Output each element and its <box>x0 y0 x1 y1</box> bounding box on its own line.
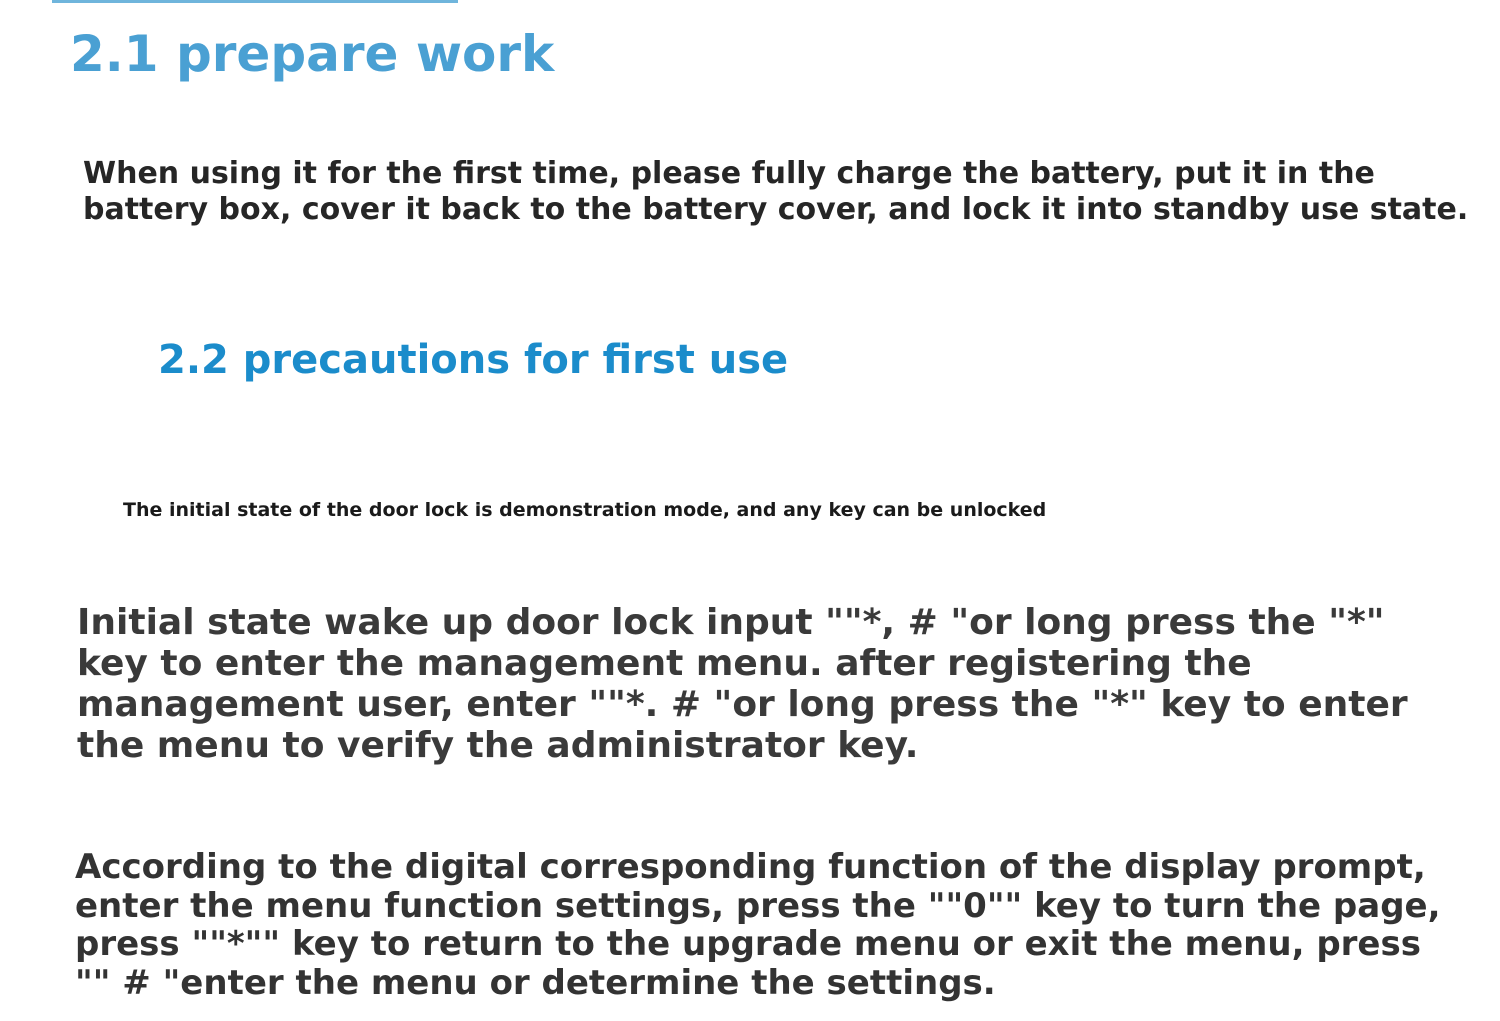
section-heading-precautions: 2.2 precautions for first use <box>158 337 789 383</box>
section-heading-prepare-work: 2.1 prepare work <box>70 25 555 83</box>
management-menu-paragraph: Initial state wake up door lock input ""*, # "or long press the "*" key to enter the management menu. after registering the management user, enter ""*. # "or long press the "*" key to enter the menu to verify the administrator key. <box>77 602 1408 766</box>
menu-settings-paragraph: According to the digital corresponding function of the display prompt, enter the menu function settings, press the ""0"" key to turn the page, press ""*"" key to return to the upgrade menu or exit the menu, press "" # "enter the menu or determine the settings. <box>75 847 1441 1003</box>
demonstration-mode-note: The initial state of the door lock is demonstration mode, and any key can be unlocked <box>123 499 1047 521</box>
top-divider <box>52 0 458 3</box>
prepare-work-paragraph: When using it for the first time, please fully charge the battery, put it in the battery box, cover it back to the battery cover, and lock it into standby use state. <box>83 156 1469 227</box>
